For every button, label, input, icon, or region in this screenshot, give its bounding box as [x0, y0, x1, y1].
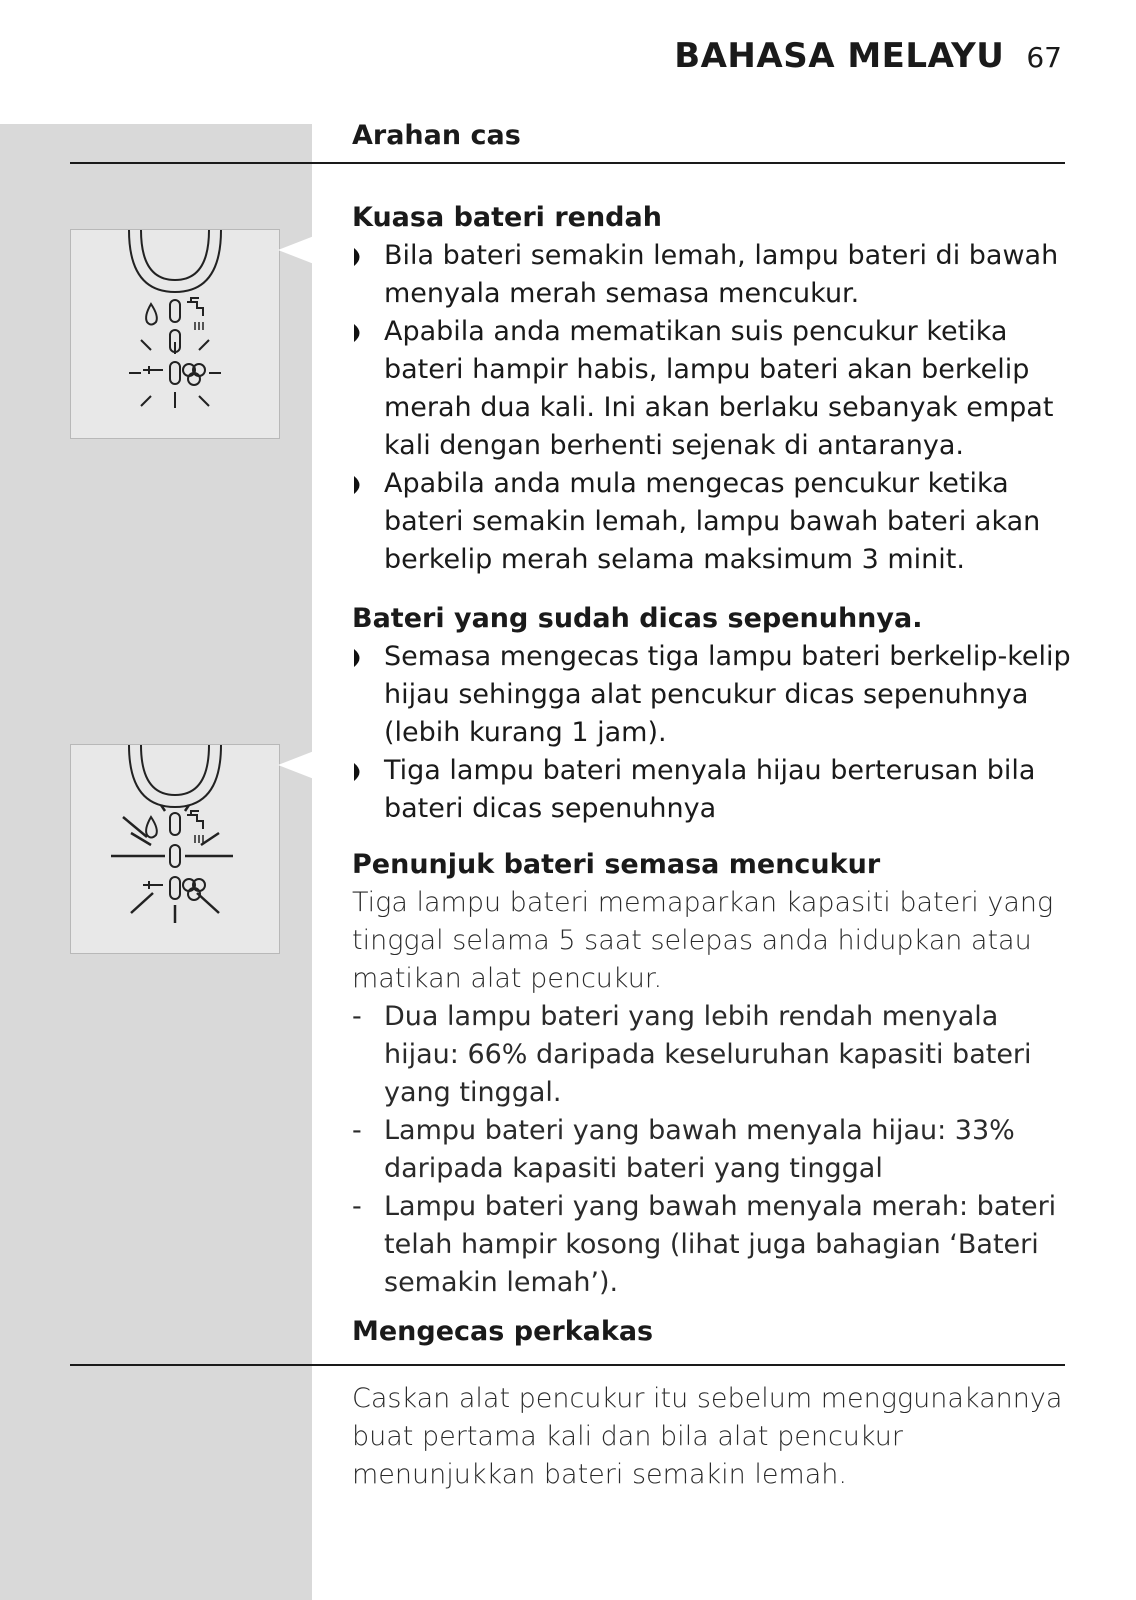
low-battery-heading: Kuasa bateri rendah	[352, 202, 662, 233]
list-item	[352, 465, 1072, 579]
fully-charged-shaver-svg	[71, 745, 279, 953]
section-rule	[70, 162, 1065, 164]
bullet-icon	[354, 763, 365, 781]
charging-body: Caskan alat pencukur itu sebelum menggunakannya buat pertama kali dan bila alat pencukur menunjukkan bateri semakin lemah.	[352, 1383, 1063, 1490]
section-title-charge-indication: Arahan cas	[352, 120, 521, 151]
fully-charged-heading: Bateri yang sudah dicas sepenuhnya.	[352, 603, 923, 634]
bullet-text: Bila bateri semakin lemah, lampu bateri di bawah menyala merah semasa mencukur.	[384, 240, 1059, 309]
header-title: BAHASA MELAYU	[674, 36, 1005, 76]
section-title-charging: Mengecas perkakas	[352, 1316, 654, 1347]
shaving-head-icon	[183, 364, 205, 385]
list-item	[352, 638, 1072, 752]
fully-charged-list	[352, 638, 1072, 828]
list-item	[352, 998, 1072, 1112]
list-item	[352, 1188, 1072, 1302]
page-number: 67	[1026, 41, 1062, 74]
flash-rays	[111, 805, 233, 923]
fully-charged-block	[352, 600, 1072, 828]
list-item	[352, 237, 1072, 313]
water-drop-icon	[146, 817, 157, 838]
indicator-block	[352, 846, 1072, 1302]
figure-pointer	[278, 751, 314, 779]
dash-marker: -	[352, 1115, 362, 1146]
low-battery-shaver-svg	[71, 230, 279, 438]
low-battery-list	[352, 237, 1072, 579]
item-text: Lampu bateri yang bawah menyala merah: bateri telah hampir kosong (lihat juga bahagian ‘Bateri semakin lemah’).	[384, 1191, 1057, 1298]
bullet-text: Apabila anda mula mengecas pencukur ketika bateri semakin lemah, lampu bawah bateri akan berkelip merah selama maksimum 3 minit.	[384, 468, 1041, 575]
battery-light-icon	[170, 813, 180, 899]
item-text: Lampu bateri yang bawah menyala hijau: 33% daripada kapasiti bateri yang tinggal	[384, 1115, 1015, 1184]
tap-icon	[187, 811, 203, 843]
item-text: Dua lampu bateri yang lebih rendah menyala hijau: 66% daripada keseluruhan kapasiti bateri yang tinggal.	[384, 1001, 1032, 1108]
indicator-heading: Penunjuk bateri semasa mencukur	[352, 849, 881, 880]
bullet-text: Tiga lampu bateri menyala hijau berterusan bila bateri dicas sepenuhnya	[384, 755, 1036, 824]
dash-marker: -	[352, 1001, 362, 1032]
bullet-icon	[354, 324, 365, 342]
charging-block	[352, 1380, 1072, 1494]
page-header	[674, 36, 1062, 86]
bullet-icon	[354, 649, 365, 667]
bullet-icon	[354, 476, 365, 494]
low-battery-block	[352, 199, 1072, 579]
indicator-intro: Tiga lampu bateri memaparkan kapasiti bateri yang tinggal selama 5 saat selepas anda hidupkan atau matikan alat pencukur.	[352, 887, 1054, 994]
tap-icon	[187, 298, 203, 330]
bullet-text: Semasa mengecas tiga lampu bateri berkelip-kelip hijau sehingga alat pencukur dicas sepenuhnya (lebih kurang 1 jam).	[384, 641, 1071, 748]
water-drop-icon	[146, 304, 157, 325]
fully-charged-illustration	[70, 744, 280, 954]
list-item	[352, 1112, 1072, 1188]
section-rule	[70, 1364, 1065, 1366]
list-item	[352, 313, 1072, 465]
flash-rays	[129, 340, 221, 408]
bullet-text: Apabila anda mematikan suis pencukur ketika bateri hampir habis, lampu bateri akan berkelip merah dua kali. Ini akan berlaku sebanyak empat kali dengan berhenti sejenak di antaranya.	[384, 316, 1054, 461]
bullet-icon	[354, 248, 365, 266]
list-item	[352, 752, 1072, 828]
dash-marker: -	[352, 1191, 362, 1222]
indicator-list	[352, 998, 1072, 1302]
low-battery-illustration	[70, 229, 280, 439]
figure-pointer	[278, 236, 314, 264]
